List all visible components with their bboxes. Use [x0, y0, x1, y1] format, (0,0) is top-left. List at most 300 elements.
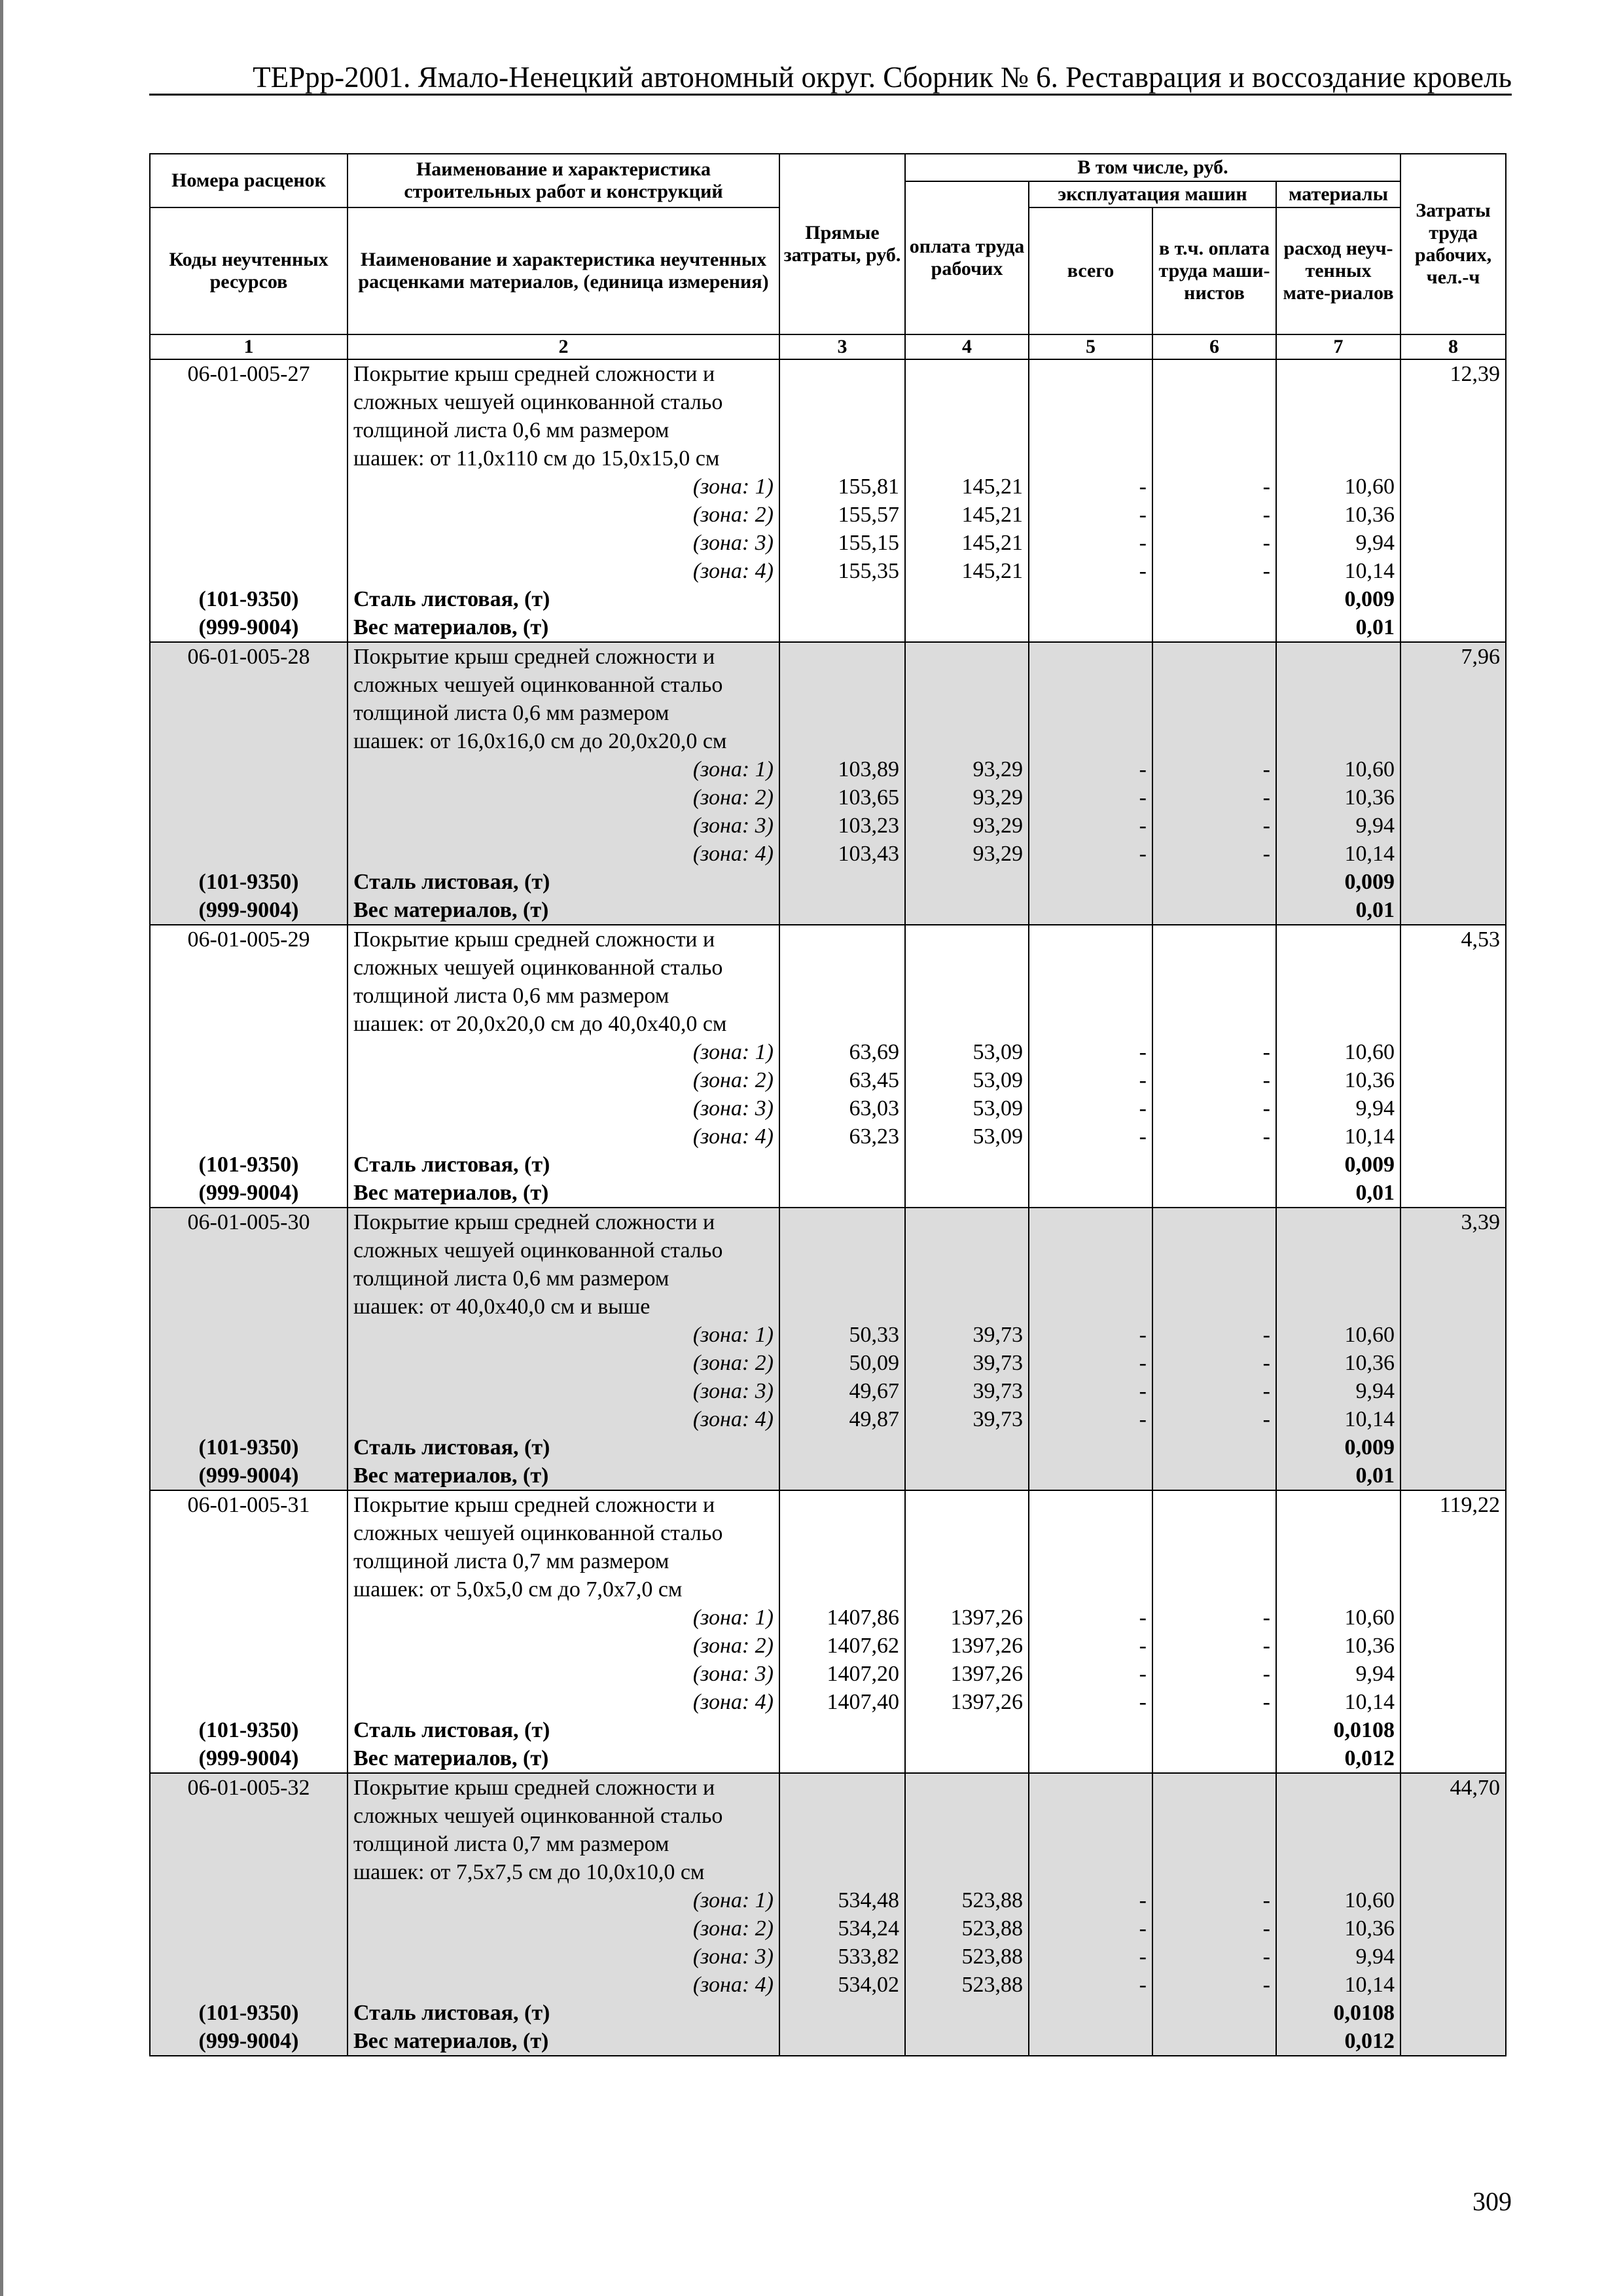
empty-cell	[779, 1744, 905, 1773]
direct-costs-value: 50,33	[779, 1321, 905, 1349]
empty-cell	[150, 812, 348, 840]
machinist-pay-value: -	[1152, 1914, 1276, 1943]
machines-total-value: -	[1029, 1914, 1152, 1943]
empty-cell	[779, 416, 905, 444]
materials-value: 10,36	[1276, 1066, 1400, 1094]
header-resource-codes: Коды неучтенных ресурсов	[150, 207, 348, 334]
empty-cell	[150, 1688, 348, 1716]
machines-total-value: -	[1029, 557, 1152, 585]
empty-cell	[150, 473, 348, 501]
empty-cell	[905, 1716, 1029, 1744]
zone-row	[150, 1377, 1506, 1405]
resource-code: (101-9350)	[150, 1999, 348, 2027]
empty-cell	[905, 1462, 1029, 1490]
zone-row	[150, 1066, 1506, 1094]
empty-cell	[1152, 1547, 1276, 1575]
empty-cell	[779, 1858, 905, 1886]
header-labor-costs: Затраты труда рабочих, чел.-ч	[1400, 154, 1506, 334]
labor-pay-value: 145,21	[905, 473, 1029, 501]
machines-total-value: -	[1029, 1066, 1152, 1094]
empty-cell	[1276, 1802, 1400, 1830]
rate-block	[150, 1208, 1506, 1490]
empty-cell	[905, 671, 1029, 699]
empty-cell	[150, 1858, 348, 1886]
resource-quantity: 0,009	[1276, 585, 1400, 613]
empty-cell	[1152, 1462, 1276, 1490]
rate-description-line: Покрытие крыш средней сложности и	[348, 925, 779, 954]
table-row	[150, 444, 1506, 473]
resource-row	[150, 1744, 1506, 1773]
table-row	[150, 1236, 1506, 1265]
header-including: В том числе, руб.	[905, 154, 1400, 181]
labor-pay-value: 93,29	[905, 783, 1029, 812]
resource-quantity: 0,01	[1276, 1462, 1400, 1490]
zone-label: (зона: 2)	[348, 1914, 779, 1943]
zone-label: (зона: 4)	[348, 1122, 779, 1151]
table-row	[150, 1547, 1506, 1575]
empty-cell	[150, 1830, 348, 1858]
machinist-pay-value: -	[1152, 1405, 1276, 1433]
machinist-pay-value: -	[1152, 1688, 1276, 1716]
empty-cell	[150, 1547, 348, 1575]
empty-cell	[779, 1462, 905, 1490]
empty-cell	[1152, 2027, 1276, 2056]
empty-cell	[1152, 1802, 1276, 1830]
empty-cell	[905, 954, 1029, 982]
empty-cell	[150, 840, 348, 868]
page-number: 309	[1472, 2187, 1512, 2216]
materials-value: 10,36	[1276, 501, 1400, 529]
empty-cell	[779, 1773, 905, 1802]
rate-code: 06-01-005-32	[150, 1773, 348, 1802]
machines-total-value: -	[1029, 1349, 1152, 1377]
table-row	[150, 954, 1506, 982]
empty-cell	[1152, 1151, 1276, 1179]
machinist-pay-value: -	[1152, 1971, 1276, 1999]
empty-cell	[779, 1208, 905, 1236]
zone-row	[150, 812, 1506, 840]
rate-description-line: сложных чешуей оцинкованной стальо	[348, 388, 779, 416]
header-work-name: Наименование и характеристика строительных работ и конструкций	[348, 154, 779, 207]
empty-cell	[779, 868, 905, 896]
column-number: 5	[1029, 334, 1152, 359]
direct-costs-value: 1407,40	[779, 1688, 905, 1716]
materials-value: 10,14	[1276, 1122, 1400, 1151]
empty-cell	[779, 1293, 905, 1321]
rate-description-line: толщиной листа 0,7 мм размером	[348, 1547, 779, 1575]
resource-quantity: 0,01	[1276, 896, 1400, 925]
empty-cell	[1276, 416, 1400, 444]
empty-cell	[1276, 1858, 1400, 1886]
rate-description-line: сложных чешуей оцинкованной стальо	[348, 1802, 779, 1830]
zone-label: (зона: 4)	[348, 1405, 779, 1433]
empty-cell	[150, 1265, 348, 1293]
empty-cell	[779, 585, 905, 613]
empty-cell	[1152, 954, 1276, 982]
empty-cell	[905, 642, 1029, 671]
resource-code: (101-9350)	[150, 585, 348, 613]
empty-cell	[1276, 1575, 1400, 1604]
table-row	[150, 925, 1506, 954]
zone-row	[150, 840, 1506, 868]
empty-cell	[1276, 1773, 1400, 1802]
empty-cell	[1029, 1575, 1152, 1604]
machines-total-value: -	[1029, 1660, 1152, 1688]
resource-name: Сталь листовая, (т)	[348, 1999, 779, 2027]
empty-cell	[1400, 1971, 1506, 1999]
labor-costs-value: 4,53	[1400, 925, 1506, 954]
resource-quantity: 0,012	[1276, 2027, 1400, 2056]
empty-cell	[1276, 699, 1400, 727]
resource-code: (999-9004)	[150, 1744, 348, 1773]
empty-cell	[1400, 1943, 1506, 1971]
materials-value: 10,14	[1276, 1405, 1400, 1433]
machines-total-value: -	[1029, 1971, 1152, 1999]
rate-description-line: толщиной листа 0,7 мм размером	[348, 1830, 779, 1858]
empty-cell	[779, 613, 905, 642]
empty-cell	[1400, 1349, 1506, 1377]
empty-cell	[150, 1038, 348, 1066]
zone-row	[150, 783, 1506, 812]
empty-cell	[1276, 1236, 1400, 1265]
machines-total-value: -	[1029, 840, 1152, 868]
empty-cell	[1400, 1179, 1506, 1208]
labor-pay-value: 93,29	[905, 812, 1029, 840]
direct-costs-value: 103,43	[779, 840, 905, 868]
empty-cell	[1029, 1293, 1152, 1321]
zone-label: (зона: 3)	[348, 1943, 779, 1971]
empty-cell	[1152, 1293, 1276, 1321]
empty-cell	[779, 1716, 905, 1744]
direct-costs-value: 155,35	[779, 557, 905, 585]
empty-cell	[779, 642, 905, 671]
empty-cell	[1276, 1293, 1400, 1321]
table-row	[150, 982, 1506, 1010]
zone-row	[150, 1349, 1506, 1377]
rate-block	[150, 1773, 1506, 2056]
materials-value: 10,60	[1276, 1886, 1400, 1914]
rate-block	[150, 359, 1506, 642]
zone-label: (зона: 2)	[348, 1632, 779, 1660]
empty-cell	[150, 501, 348, 529]
empty-cell	[1029, 982, 1152, 1010]
empty-cell	[1029, 1744, 1152, 1773]
empty-cell	[779, 1433, 905, 1462]
labor-pay-value: 145,21	[905, 529, 1029, 557]
direct-costs-value: 63,45	[779, 1066, 905, 1094]
direct-costs-value: 155,57	[779, 501, 905, 529]
table-row	[150, 1575, 1506, 1604]
empty-cell	[1029, 1999, 1152, 2027]
column-number: 1	[150, 334, 348, 359]
empty-cell	[1152, 1208, 1276, 1236]
empty-cell	[150, 416, 348, 444]
machines-total-value: -	[1029, 783, 1152, 812]
empty-cell	[1400, 1038, 1506, 1066]
rate-description-line: толщиной листа 0,6 мм размером	[348, 1265, 779, 1293]
zone-label: (зона: 4)	[348, 840, 779, 868]
empty-cell	[905, 1151, 1029, 1179]
empty-cell	[905, 1575, 1029, 1604]
machines-total-value: -	[1029, 755, 1152, 783]
empty-cell	[1029, 2027, 1152, 2056]
zone-row	[150, 1971, 1506, 1999]
resource-row	[150, 1151, 1506, 1179]
empty-cell	[905, 613, 1029, 642]
zone-label: (зона: 2)	[348, 783, 779, 812]
empty-cell	[905, 1830, 1029, 1858]
rate-description-line: шашек: от 11,0х110 см до 15,0х15,0 см	[348, 444, 779, 473]
empty-cell	[779, 1010, 905, 1038]
labor-pay-value: 93,29	[905, 840, 1029, 868]
zone-row	[150, 501, 1506, 529]
direct-costs-value: 155,81	[779, 473, 905, 501]
resource-name: Сталь листовая, (т)	[348, 1151, 779, 1179]
empty-cell	[1276, 444, 1400, 473]
empty-cell	[150, 1660, 348, 1688]
empty-cell	[1400, 1886, 1506, 1914]
empty-cell	[150, 1293, 348, 1321]
empty-cell	[1400, 1858, 1506, 1886]
machines-total-value: -	[1029, 1688, 1152, 1716]
materials-value: 10,36	[1276, 1349, 1400, 1377]
machines-total-value: -	[1029, 1321, 1152, 1349]
empty-cell	[779, 2027, 905, 2056]
empty-cell	[1029, 444, 1152, 473]
empty-cell	[1400, 1010, 1506, 1038]
empty-cell	[150, 1802, 348, 1830]
rates-table	[149, 153, 1507, 2056]
empty-cell	[1029, 1802, 1152, 1830]
materials-value: 10,60	[1276, 1321, 1400, 1349]
zone-row	[150, 1321, 1506, 1349]
empty-cell	[905, 982, 1029, 1010]
empty-cell	[1400, 1293, 1506, 1321]
resource-code: (999-9004)	[150, 613, 348, 642]
empty-cell	[1276, 1519, 1400, 1547]
empty-cell	[905, 1547, 1029, 1575]
empty-cell	[1400, 868, 1506, 896]
machines-total-value: -	[1029, 473, 1152, 501]
empty-cell	[1400, 1604, 1506, 1632]
resource-quantity: 0,012	[1276, 1744, 1400, 1773]
zone-label: (зона: 2)	[348, 1349, 779, 1377]
empty-cell	[150, 1604, 348, 1632]
empty-cell	[1029, 1236, 1152, 1265]
empty-cell	[1152, 671, 1276, 699]
header-material-name: Наименование и характеристика неучтенных расценками материалов, (единица измерения)	[348, 207, 779, 334]
rate-description-line: Покрытие крыш средней сложности и	[348, 1490, 779, 1519]
empty-cell	[1029, 699, 1152, 727]
machinist-pay-value: -	[1152, 840, 1276, 868]
labor-costs-value: 7,96	[1400, 642, 1506, 671]
zone-row	[150, 557, 1506, 585]
empty-cell	[1400, 585, 1506, 613]
resource-name: Сталь листовая, (т)	[348, 1433, 779, 1462]
rate-code: 06-01-005-30	[150, 1208, 348, 1236]
resource-code: (101-9350)	[150, 1433, 348, 1462]
empty-cell	[1400, 1632, 1506, 1660]
header-machines-total: всего	[1029, 207, 1152, 334]
empty-cell	[150, 755, 348, 783]
empty-cell	[1029, 1179, 1152, 1208]
direct-costs-value: 155,15	[779, 529, 905, 557]
rate-description-line: Покрытие крыш средней сложности и	[348, 642, 779, 671]
empty-cell	[1029, 416, 1152, 444]
empty-cell	[1029, 671, 1152, 699]
rate-description-line: толщиной листа 0,6 мм размером	[348, 982, 779, 1010]
machinist-pay-value: -	[1152, 1321, 1276, 1349]
table-row	[150, 1265, 1506, 1293]
table-row	[150, 1208, 1506, 1236]
resource-name: Сталь листовая, (т)	[348, 868, 779, 896]
empty-cell	[150, 1122, 348, 1151]
materials-value: 9,94	[1276, 1094, 1400, 1122]
empty-cell	[1152, 1830, 1276, 1858]
resource-code: (999-9004)	[150, 1462, 348, 1490]
machinist-pay-value: -	[1152, 1066, 1276, 1094]
resource-code: (999-9004)	[150, 1179, 348, 1208]
zone-row	[150, 473, 1506, 501]
machinist-pay-value: -	[1152, 1349, 1276, 1377]
zone-label: (зона: 1)	[348, 473, 779, 501]
labor-pay-value: 523,88	[905, 1971, 1029, 1999]
empty-cell	[1152, 1519, 1276, 1547]
machinist-pay-value: -	[1152, 1094, 1276, 1122]
rate-description-line: сложных чешуей оцинкованной стальо	[348, 1519, 779, 1547]
empty-cell	[150, 727, 348, 755]
empty-cell	[1152, 1490, 1276, 1519]
empty-cell	[905, 388, 1029, 416]
machinist-pay-value: -	[1152, 473, 1276, 501]
labor-pay-value: 145,21	[905, 501, 1029, 529]
table-row	[150, 642, 1506, 671]
empty-cell	[1400, 1377, 1506, 1405]
direct-costs-value: 49,87	[779, 1405, 905, 1433]
labor-pay-value: 39,73	[905, 1405, 1029, 1433]
empty-cell	[1152, 1773, 1276, 1802]
empty-cell	[1400, 1265, 1506, 1293]
empty-cell	[1152, 1858, 1276, 1886]
machines-total-value: -	[1029, 1405, 1152, 1433]
empty-cell	[779, 1547, 905, 1575]
empty-cell	[1400, 1066, 1506, 1094]
empty-cell	[779, 671, 905, 699]
machinist-pay-value: -	[1152, 1886, 1276, 1914]
resource-row	[150, 868, 1506, 896]
labor-pay-value: 145,21	[905, 557, 1029, 585]
empty-cell	[1029, 585, 1152, 613]
empty-cell	[1400, 1519, 1506, 1547]
empty-cell	[1029, 896, 1152, 925]
direct-costs-value: 103,23	[779, 812, 905, 840]
zone-row	[150, 1886, 1506, 1914]
resource-quantity: 0,009	[1276, 1151, 1400, 1179]
header-unaccounted-materials: расход неуч-тенных мате-риалов	[1276, 207, 1400, 334]
resource-name: Сталь листовая, (т)	[348, 585, 779, 613]
empty-cell	[1400, 1433, 1506, 1462]
zone-row	[150, 1943, 1506, 1971]
empty-cell	[1152, 727, 1276, 755]
direct-costs-value: 103,89	[779, 755, 905, 783]
empty-cell	[1152, 1433, 1276, 1462]
empty-cell	[1276, 388, 1400, 416]
empty-cell	[1400, 727, 1506, 755]
resource-row	[150, 1179, 1506, 1208]
empty-cell	[1029, 1010, 1152, 1038]
empty-cell	[1029, 613, 1152, 642]
empty-cell	[1276, 925, 1400, 954]
rate-description-line: шашек: от 20,0х20,0 см до 40,0х40,0 см	[348, 1010, 779, 1038]
empty-cell	[1029, 925, 1152, 954]
labor-pay-value: 93,29	[905, 755, 1029, 783]
direct-costs-value: 1407,86	[779, 1604, 905, 1632]
empty-cell	[905, 585, 1029, 613]
empty-cell	[1400, 1914, 1506, 1943]
empty-cell	[779, 1575, 905, 1604]
machinist-pay-value: -	[1152, 812, 1276, 840]
labor-pay-value: 523,88	[905, 1914, 1029, 1943]
empty-cell	[1152, 1010, 1276, 1038]
header-rule	[149, 94, 1512, 96]
table-row	[150, 699, 1506, 727]
empty-cell	[779, 954, 905, 982]
header-materials: материалы	[1276, 181, 1400, 207]
rate-block	[150, 1490, 1506, 1773]
empty-cell	[1276, 1010, 1400, 1038]
empty-cell	[1400, 896, 1506, 925]
labor-pay-value: 1397,26	[905, 1632, 1029, 1660]
empty-cell	[1400, 1236, 1506, 1265]
rate-description-line: Покрытие крыш средней сложности и	[348, 359, 779, 388]
resource-quantity: 0,0108	[1276, 1999, 1400, 2027]
rate-description-line: сложных чешуей оцинкованной стальо	[348, 671, 779, 699]
empty-cell	[1276, 671, 1400, 699]
zone-row	[150, 1122, 1506, 1151]
machines-total-value: -	[1029, 1943, 1152, 1971]
empty-cell	[1152, 982, 1276, 1010]
materials-value: 9,94	[1276, 1377, 1400, 1405]
resource-row	[150, 896, 1506, 925]
empty-cell	[150, 1519, 348, 1547]
empty-cell	[1400, 1321, 1506, 1349]
empty-cell	[1400, 783, 1506, 812]
rate-description-line: Покрытие крыш средней сложности и	[348, 1208, 779, 1236]
zone-label: (зона: 1)	[348, 755, 779, 783]
empty-cell	[1400, 755, 1506, 783]
empty-cell	[150, 1349, 348, 1377]
rate-description-line: толщиной листа 0,6 мм размером	[348, 416, 779, 444]
empty-cell	[779, 925, 905, 954]
rate-block	[150, 925, 1506, 1208]
resource-code: (101-9350)	[150, 1716, 348, 1744]
direct-costs-value: 49,67	[779, 1377, 905, 1405]
empty-cell	[1152, 416, 1276, 444]
zone-label: (зона: 4)	[348, 557, 779, 585]
empty-cell	[1276, 954, 1400, 982]
direct-costs-value: 534,24	[779, 1914, 905, 1943]
resource-code: (101-9350)	[150, 1151, 348, 1179]
labor-pay-value: 53,09	[905, 1094, 1029, 1122]
resource-code: (101-9350)	[150, 868, 348, 896]
labor-pay-value: 1397,26	[905, 1688, 1029, 1716]
labor-costs-value: 3,39	[1400, 1208, 1506, 1236]
zone-label: (зона: 3)	[348, 1660, 779, 1688]
empty-cell	[779, 1802, 905, 1830]
materials-value: 9,94	[1276, 812, 1400, 840]
machines-total-value: -	[1029, 1604, 1152, 1632]
empty-cell	[779, 388, 905, 416]
